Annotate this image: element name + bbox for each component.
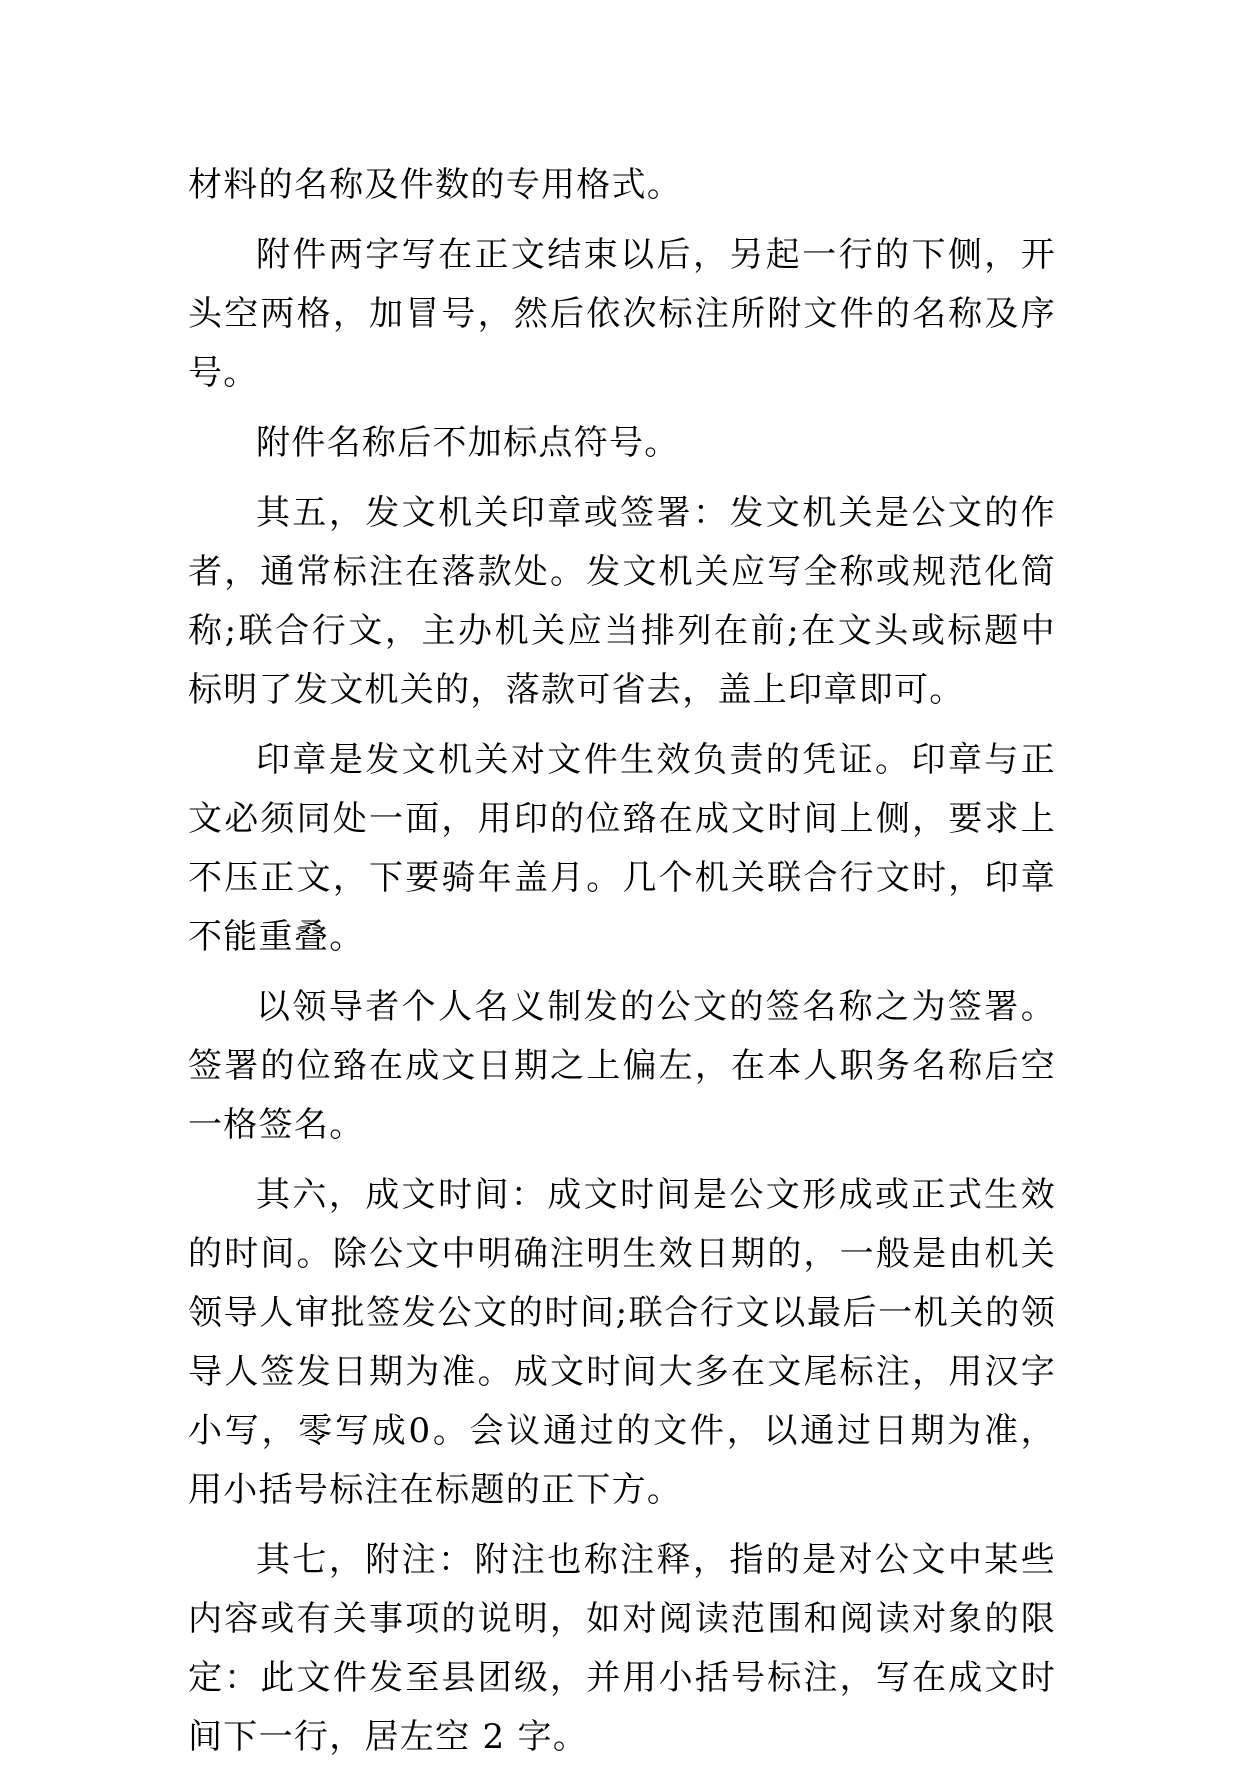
paragraph-seal: 印章是发文机关对文件生效负责的凭证。印章与正文必须同处一面，用印的位臵在成文时间上侧，要求上不压正文，下要骑年盖月。几个机关联合行文时，印章不能重叠。 xyxy=(188,740,1056,957)
paragraph-attachment-punctuation: 附件名称后不加标点符号。 xyxy=(256,423,680,463)
paragraph-signature: 以领导者个人名义制发的公文的签名称之为签署。签署的位臵在成文日期之上偏左，在本人职务名称后空一格签名。 xyxy=(188,987,1056,1145)
paragraph-attachment-format: 附件两字写在正文结束以后，另起一行的下侧，开头空两格，加冒号，然后依次标注所附文件的名称及序号。 xyxy=(188,235,1056,393)
document-body xyxy=(188,156,1056,1778)
paragraph-note: 其七，附注：附注也称注释，指的是对公文中某些内容或有关事项的说明，如对阅读范围和阅读对象的限定：此文件发至县团级，并用小括号标注，写在成文时间下一行，居左空 2 字。 xyxy=(188,1540,1056,1757)
paragraph-continuation: 材料的名称及件数的专用格式。 xyxy=(188,165,683,205)
paragraph-date: 其六，成文时间：成文时间是公文形成或正式生效的时间。除公文中明确注明生效日期的，一般是由机关领导人审批签发公文的时间;联合行文以最后一机关的领导人签发日期为准。成文时间大多在文尾标注，用汉字小写，零写成0。会议通过的文件，以通过日期为准，用小括号标注在标题的正下方。 xyxy=(188,1175,1056,1510)
paragraph-seal-signature: 其五，发文机关印章或签署：发文机关是公文的作者，通常标注在落款处。发文机关应写全称或规范化简称;联合行文，主办机关应当排列在前;在文头或标题中标明了发文机关的，落款可省去，盖上印章即可。 xyxy=(188,493,1056,710)
